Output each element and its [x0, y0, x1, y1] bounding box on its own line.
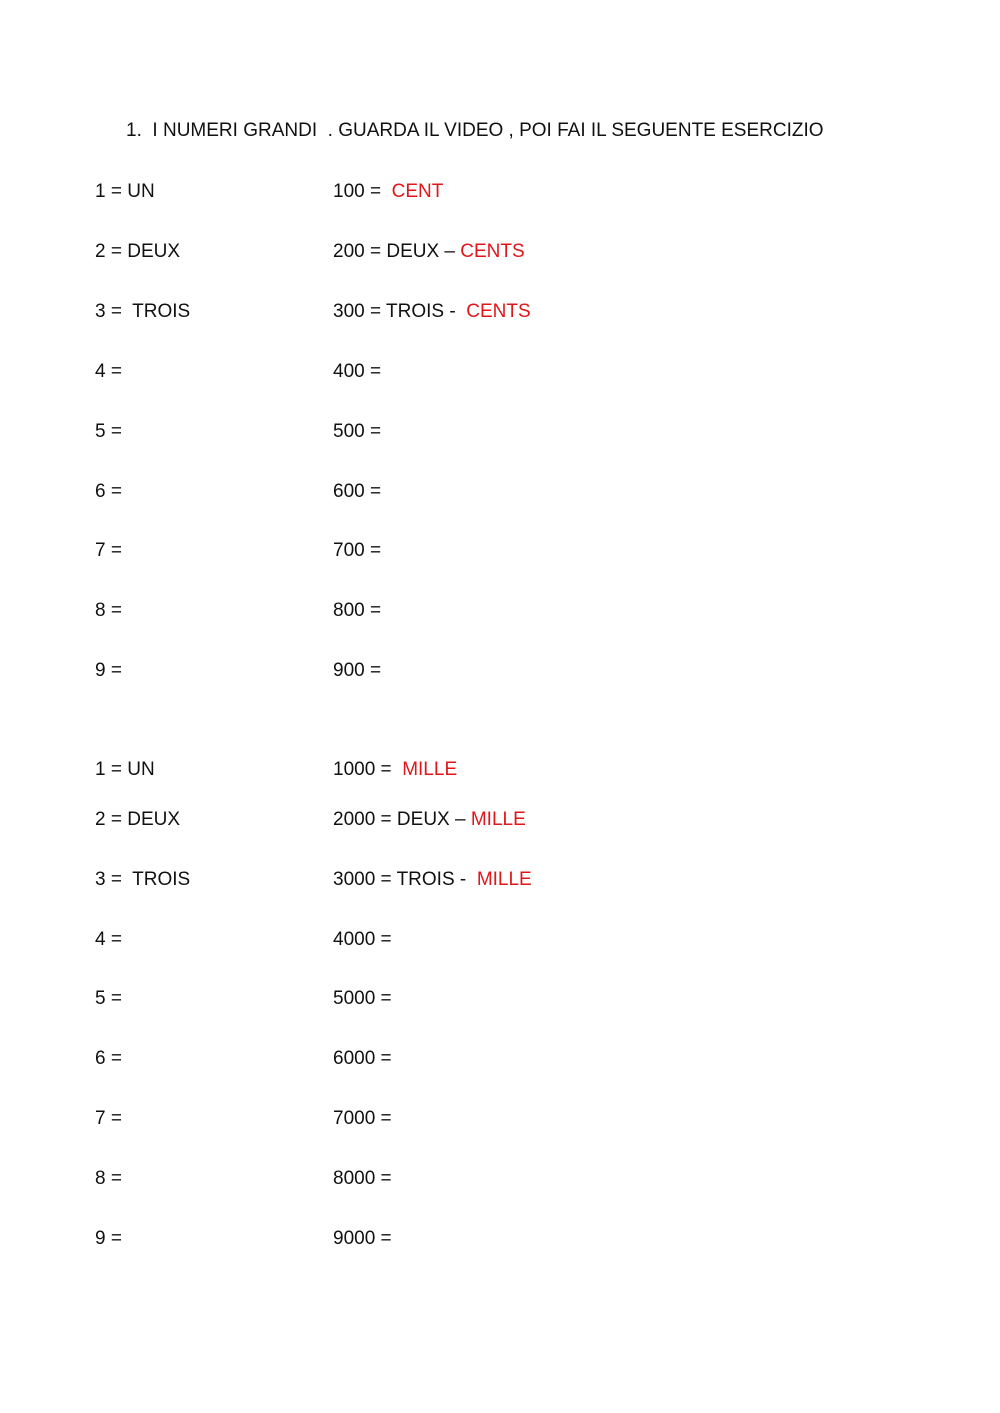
number-word: 6 =	[95, 481, 122, 502]
thousands-equation: 9000 =	[333, 1228, 392, 1249]
hundreds-expression	[333, 241, 525, 263]
exercise-number: 1.	[126, 120, 142, 141]
thousands-equation: 2000 = DEUX –	[333, 809, 471, 830]
number-word: 2 = DEUX	[95, 809, 181, 830]
exercise-instruction: I NUMERI GRANDI . GUARDA IL VIDEO , POI FAI IL SEGUENTE ESERCIZIO	[152, 120, 824, 141]
thousands-row	[0, 929, 1000, 955]
hundreds-equation: 700 =	[333, 540, 382, 561]
hundreds-row	[0, 540, 1000, 566]
hundreds-row	[0, 481, 1000, 507]
hundreds-expression	[333, 301, 531, 323]
hundreds-row	[0, 301, 1000, 327]
hundreds-equation: 300 = TROIS -	[333, 301, 467, 322]
thousands-row	[0, 988, 1000, 1014]
hundreds-row	[0, 421, 1000, 447]
hundreds-equation: 800 =	[333, 600, 382, 621]
thousands-expression	[333, 869, 532, 891]
hundreds-row	[0, 660, 1000, 686]
hundreds-equation: 600 =	[333, 481, 382, 502]
number-word: 8 =	[95, 600, 122, 621]
answer-text: MILLE	[402, 759, 458, 780]
hundreds-row	[0, 181, 1000, 207]
thousands-equation: 6000 =	[333, 1048, 392, 1069]
number-word: 9 =	[95, 660, 122, 681]
answer-text: MILLE	[470, 809, 526, 830]
answer-text: CENT	[391, 181, 444, 202]
number-word: 1 = UN	[95, 181, 155, 202]
thousands-expression	[333, 809, 526, 831]
thousands-equation: 7000 =	[333, 1108, 392, 1129]
hundreds-row	[0, 361, 1000, 387]
number-word: 3 = TROIS	[95, 301, 191, 322]
number-word: 7 =	[95, 1108, 122, 1129]
thousands-row	[0, 1228, 1000, 1254]
number-word: 1 = UN	[95, 759, 155, 780]
number-word: 6 =	[95, 1048, 122, 1069]
thousands-row	[0, 1108, 1000, 1134]
number-word: 4 =	[95, 361, 122, 382]
number-word: 5 =	[95, 988, 122, 1009]
exercise-heading	[126, 120, 824, 142]
thousands-equation: 3000 = TROIS -	[333, 869, 477, 890]
answer-text: MILLE	[476, 869, 532, 890]
thousands-equation: 5000 =	[333, 988, 392, 1009]
hundreds-equation: 100 =	[333, 181, 392, 202]
number-word: 4 =	[95, 929, 122, 950]
number-word: 3 = TROIS	[95, 869, 191, 890]
hundreds-expression	[333, 181, 443, 203]
number-word: 9 =	[95, 1228, 122, 1249]
number-word: 7 =	[95, 540, 122, 561]
hundreds-equation: 900 =	[333, 660, 382, 681]
number-word: 5 =	[95, 421, 122, 442]
number-word: 8 =	[95, 1168, 122, 1189]
thousands-row	[0, 1168, 1000, 1194]
hundreds-row	[0, 241, 1000, 267]
thousands-equation: 1000 =	[333, 759, 403, 780]
hundreds-row	[0, 600, 1000, 626]
number-word: 2 = DEUX	[95, 241, 181, 262]
thousands-row	[0, 809, 1000, 835]
thousands-equation: 8000 =	[333, 1168, 392, 1189]
hundreds-equation: 400 =	[333, 361, 382, 382]
thousands-row	[0, 869, 1000, 895]
answer-text: CENTS	[466, 301, 531, 322]
thousands-equation: 4000 =	[333, 929, 392, 950]
thousands-expression	[333, 759, 457, 781]
hundreds-equation: 200 = DEUX –	[333, 241, 461, 262]
thousands-row	[0, 1048, 1000, 1074]
answer-text: CENTS	[460, 241, 525, 262]
hundreds-equation: 500 =	[333, 421, 382, 442]
thousands-row	[0, 759, 1000, 785]
